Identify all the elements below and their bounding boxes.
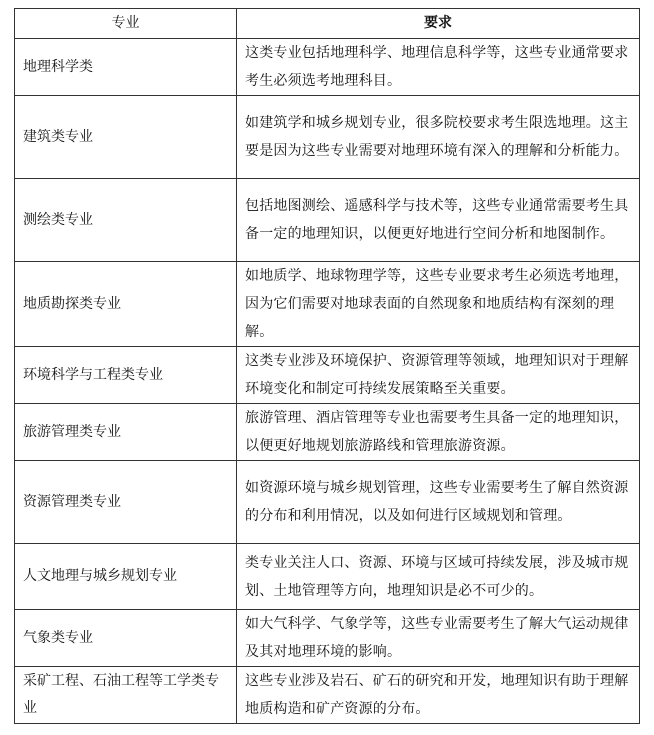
header-requirement: 要求 bbox=[237, 9, 640, 39]
table-row bbox=[15, 96, 640, 179]
requirement-cell: 这类专业包括地理科学、地理信息科学等，这些专业通常要求考生必须选考地理科目。 bbox=[237, 39, 640, 96]
table-row bbox=[15, 610, 640, 667]
table-row bbox=[15, 667, 640, 724]
table-row bbox=[15, 179, 640, 262]
major-cell: 采矿工程、石油工程等工学类专业 bbox=[15, 667, 237, 724]
requirement-cell: 如建筑学和城乡规划专业，很多院校要求考生限选地理。这主要是因为这些专业需要对地理环境有深入的理解和分析能力。 bbox=[237, 96, 640, 179]
major-cell: 环境科学与工程类专业 bbox=[15, 347, 237, 404]
requirement-cell: 如大气科学、气象学等，这些专业需要考生了解大气运动规律及其对地理环境的影响。 bbox=[237, 610, 640, 667]
requirement-cell: 这些专业涉及岩石、矿石的研究和开发，地理知识有助于理解地质构造和矿产资源的分布。 bbox=[237, 667, 640, 724]
major-cell: 测绘类专业 bbox=[15, 179, 237, 262]
major-cell: 气象类专业 bbox=[15, 610, 237, 667]
major-cell: 资源管理类专业 bbox=[15, 461, 237, 544]
table-row bbox=[15, 262, 640, 347]
header-major: 专业 bbox=[15, 9, 237, 39]
table-row bbox=[15, 544, 640, 610]
table-row bbox=[15, 347, 640, 404]
major-cell: 地理科学类 bbox=[15, 39, 237, 96]
requirement-cell: 旅游管理、酒店管理等专业也需要考生具备一定的地理知识，以便更好地规划旅游路线和管理旅游资源。 bbox=[237, 404, 640, 461]
majors-requirements-table bbox=[14, 8, 640, 724]
major-cell: 地质勘探类专业 bbox=[15, 262, 237, 347]
requirement-cell: 如资源环境与城乡规划管理，这些专业需要考生了解自然资源的分布和利用情况，以及如何进行区域规划和管理。 bbox=[237, 461, 640, 544]
major-cell: 旅游管理类专业 bbox=[15, 404, 237, 461]
table-header-row bbox=[15, 9, 640, 39]
requirement-cell: 包括地图测绘、遥感科学与技术等，这些专业通常需要考生具备一定的地理知识，以便更好地进行空间分析和地图制作。 bbox=[237, 179, 640, 262]
table-row bbox=[15, 461, 640, 544]
requirement-cell: 类专业关注人口、资源、环境与区域可持续发展，涉及城市规划、土地管理等方向，地理知识是必不可少的。 bbox=[237, 544, 640, 610]
requirement-cell: 这类专业涉及环境保护、资源管理等领域，地理知识对于理解环境变化和制定可持续发展策略至关重要。 bbox=[237, 347, 640, 404]
requirement-cell: 如地质学、地球物理学等，这些专业要求考生必须选考地理，因为它们需要对地球表面的自然现象和地质结构有深刻的理解。 bbox=[237, 262, 640, 347]
table-row bbox=[15, 39, 640, 96]
major-cell: 人文地理与城乡规划专业 bbox=[15, 544, 237, 610]
table-row bbox=[15, 404, 640, 461]
major-cell: 建筑类专业 bbox=[15, 96, 237, 179]
